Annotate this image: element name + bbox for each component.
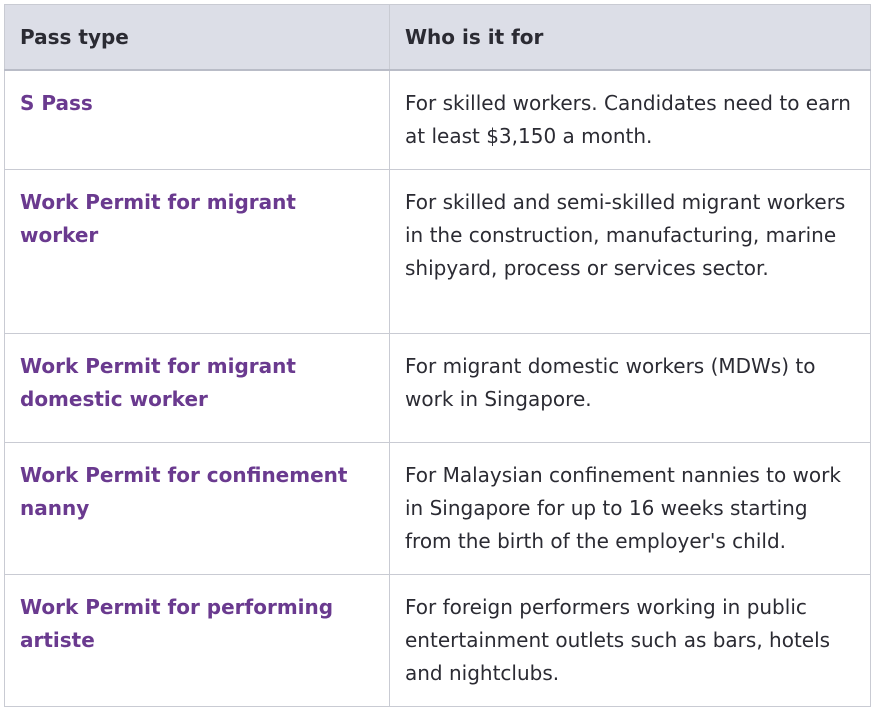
pass-type-link-s-pass[interactable]: S Pass [20,91,93,115]
who-cell: For foreign performers working in public entertainment outlets such as bars, hotels and nightclubs. [390,575,871,707]
pass-type-link-migrant-domestic-worker[interactable]: Work Permit for migrant domestic worker [20,354,296,411]
pass-type-cell [5,170,390,334]
table-row [5,170,871,334]
table-row [5,334,871,443]
header-pass-type: Pass type [5,5,390,71]
pass-types-table-container [4,4,870,707]
pass-type-link-confinement-nanny[interactable]: Work Permit for confinement nanny [20,463,348,520]
who-cell: For skilled workers. Candidates need to earn at least $3,150 a month. [390,70,871,170]
pass-types-table [4,4,871,707]
who-cell: For migrant domestic workers (MDWs) to work in Singapore. [390,334,871,443]
header-who-is-it-for: Who is it for [390,5,871,71]
pass-type-cell [5,575,390,707]
table-row [5,70,871,170]
who-cell: For Malaysian confinement nannies to work in Singapore for up to 16 weeks starting from the birth of the employer's child. [390,443,871,575]
pass-type-cell [5,443,390,575]
table-row [5,575,871,707]
who-cell: For skilled and semi-skilled migrant workers in the construction, manufacturing, marine shipyard, process or services sector. [390,170,871,334]
table-row [5,443,871,575]
table-header-row [5,5,871,71]
pass-type-link-performing-artiste[interactable]: Work Permit for performing artiste [20,595,334,652]
pass-type-cell [5,334,390,443]
pass-type-cell [5,70,390,170]
pass-type-link-migrant-worker[interactable]: Work Permit for migrant worker [20,190,296,247]
